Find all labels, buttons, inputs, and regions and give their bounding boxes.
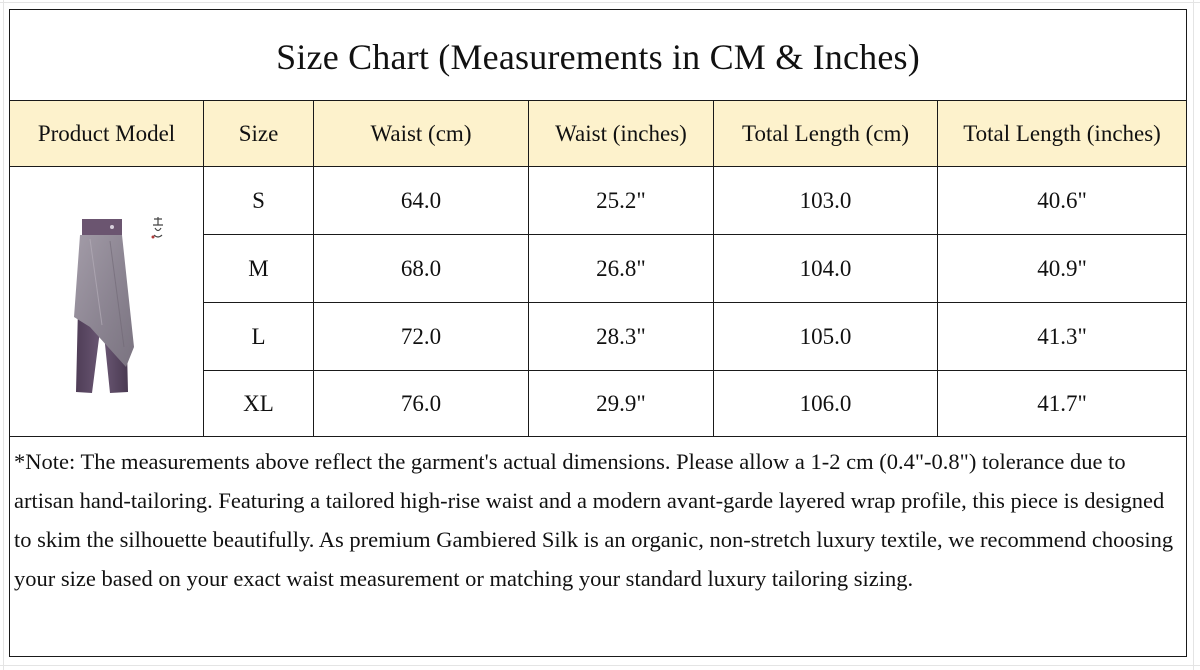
background-gridline — [3, 0, 4, 670]
table-row — [10, 167, 1187, 235]
background-gridline — [1193, 0, 1194, 670]
length-inches-cell: 41.7" — [938, 371, 1187, 437]
waist-cm-cell: 76.0 — [314, 371, 529, 437]
waist-cm-cell: 72.0 — [314, 303, 529, 371]
brand-mark-icon — [150, 215, 166, 241]
size-cell: L — [204, 303, 314, 371]
header-total-length-cm: Total Length (cm) — [714, 101, 938, 167]
header-total-length-inches: Total Length (inches) — [938, 101, 1187, 167]
sizing-note: *Note: The measurements above reflect the garment's actual dimensions. Please allow a 1-2 cm (0.4"-0.8") tolerance due to artisan hand-tailoring. Featuring a tailored high-rise waist and a modern avant-garde layered wrap profile, this piece is designed to skim the silhouette beautifully. As premium Gambiered Silk is an organic, non-stretch luxury textile, we recommend choosing your size based on your exact waist measurement or matching your standard luxury tailoring sizing. — [10, 437, 1187, 657]
note-row — [10, 437, 1187, 657]
background-gridline — [0, 665, 1200, 666]
background-gridline — [0, 2, 1200, 3]
size-chart-table — [9, 9, 1187, 657]
length-cm-cell: 106.0 — [714, 371, 938, 437]
header-size: Size — [204, 101, 314, 167]
length-inches-cell: 40.9" — [938, 235, 1187, 303]
waist-inches-cell: 29.9" — [529, 371, 714, 437]
size-cell: S — [204, 167, 314, 235]
product-image-cell — [10, 167, 204, 437]
header-waist-cm: Waist (cm) — [314, 101, 529, 167]
title-row — [10, 10, 1187, 101]
waist-inches-cell: 25.2" — [529, 167, 714, 235]
waist-inches-cell: 26.8" — [529, 235, 714, 303]
size-cell: XL — [204, 371, 314, 437]
waist-cm-cell: 68.0 — [314, 235, 529, 303]
length-cm-cell: 105.0 — [714, 303, 938, 371]
product-illustration — [30, 197, 190, 417]
header-row — [10, 101, 1187, 167]
length-inches-cell: 41.3" — [938, 303, 1187, 371]
chart-title: Size Chart (Measurements in CM & Inches) — [10, 10, 1187, 101]
length-inches-cell: 40.6" — [938, 167, 1187, 235]
waist-cm-cell: 64.0 — [314, 167, 529, 235]
header-product-model: Product Model — [10, 101, 204, 167]
length-cm-cell: 104.0 — [714, 235, 938, 303]
length-cm-cell: 103.0 — [714, 167, 938, 235]
waist-inches-cell: 28.3" — [529, 303, 714, 371]
size-cell: M — [204, 235, 314, 303]
header-waist-inches: Waist (inches) — [529, 101, 714, 167]
layered-wrap-trousers-image — [30, 197, 190, 417]
